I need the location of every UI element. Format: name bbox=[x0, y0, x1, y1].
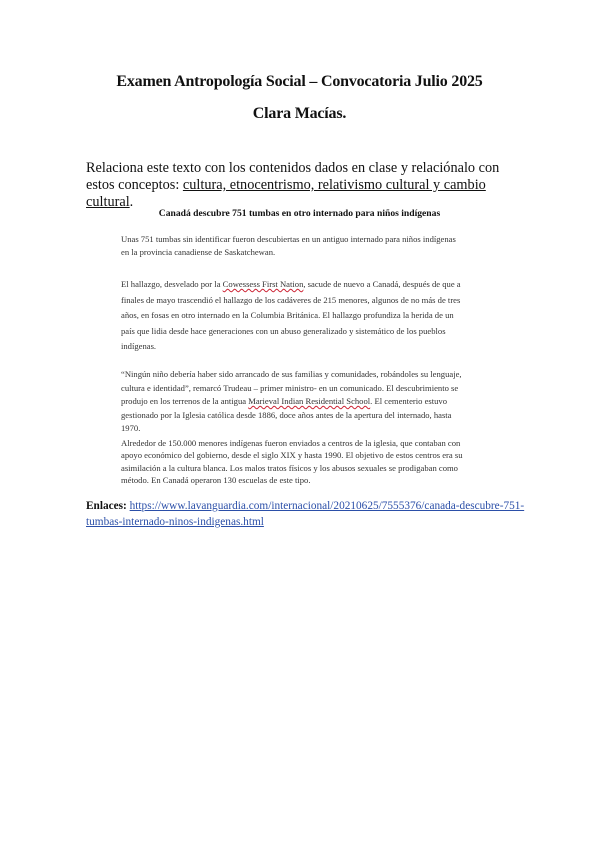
prompt-end: . bbox=[129, 194, 134, 210]
author-name: Clara Macías. bbox=[252, 105, 347, 122]
article-link[interactable]: https://www.lavanguardia.com/internacional/20210625/7555376/canada-descubre-751-tumbas-internado-ninos-indigenas.html bbox=[86, 500, 525, 528]
marieval-school: Marieval Indian Residential School bbox=[248, 396, 371, 406]
paragraph-2-text-a: El hallazgo, desvelado por la bbox=[121, 279, 223, 289]
article-paragraph-3 bbox=[121, 368, 466, 436]
exam-title: Examen Antropología Social – Convocatoria Julio 2025 bbox=[116, 73, 483, 90]
prompt-text: Relaciona este texto con los contenidos dados en clase y relaciónalo con estos conceptos: bbox=[86, 160, 500, 193]
article-title: Canadá descubre 751 tumbas en otro internado para niños indígenas bbox=[158, 208, 441, 219]
prompt-concepts: cultura, etnocentrismo, relativismo cultural y cambio cultural bbox=[86, 177, 486, 210]
links-label: Enlaces: bbox=[86, 500, 127, 512]
cowessess-first-nation: Cowessess First Nation bbox=[222, 279, 304, 289]
article-paragraph-4: Alrededor de 150.000 menores indígenas fueron enviados a centros de la iglesia, que contaban con apoyo económico del gobierno, desde el siglo XIX y hasta 1990. El objetivo de estos centros era su asimilación a la cultura blanca. Los malos tratos físicos y los abusos sexuales se prodigaban como método. En Canadá operaron 130 escuelas de este tipo. bbox=[121, 438, 463, 485]
exam-prompt bbox=[86, 160, 526, 211]
paragraph-2-text-b: , sacude de nuevo a Canadá, después de que a finales de mayo trascendió el hallazgo de los cadáveres de 215 menores, algunos de no más de tres años, en fosas en otro internado en la Columbia Británica. El hallazgo profundiza la herida de un país que lidia desde hace generaciones con un abuso generalizado y sistemático de los pueblos indígenas. bbox=[121, 279, 461, 351]
links-section bbox=[86, 498, 526, 530]
article-paragraph-2 bbox=[121, 277, 466, 355]
paragraph-3-text-b: . El cementerio estuvo gestionado por la Iglesia católica desde 1886, doce años antes de la apertura del internado, hasta 1970. bbox=[121, 396, 452, 433]
paragraph-3-text-a: “Ningún niño debería haber sido arrancado de sus familias y comunidades, robándoles su lenguaje, cultura e identidad”, remarcó Trudeau – primer ministro- en un comunicado. El descubrimiento se produjo en los terrenos de la antigua bbox=[121, 369, 462, 406]
article-paragraph-1: Unas 751 tumbas sin identificar fueron descubiertas en un antiguo internado para niños indígenas en la provincia canadiense de Saskatchewan. bbox=[121, 234, 456, 257]
